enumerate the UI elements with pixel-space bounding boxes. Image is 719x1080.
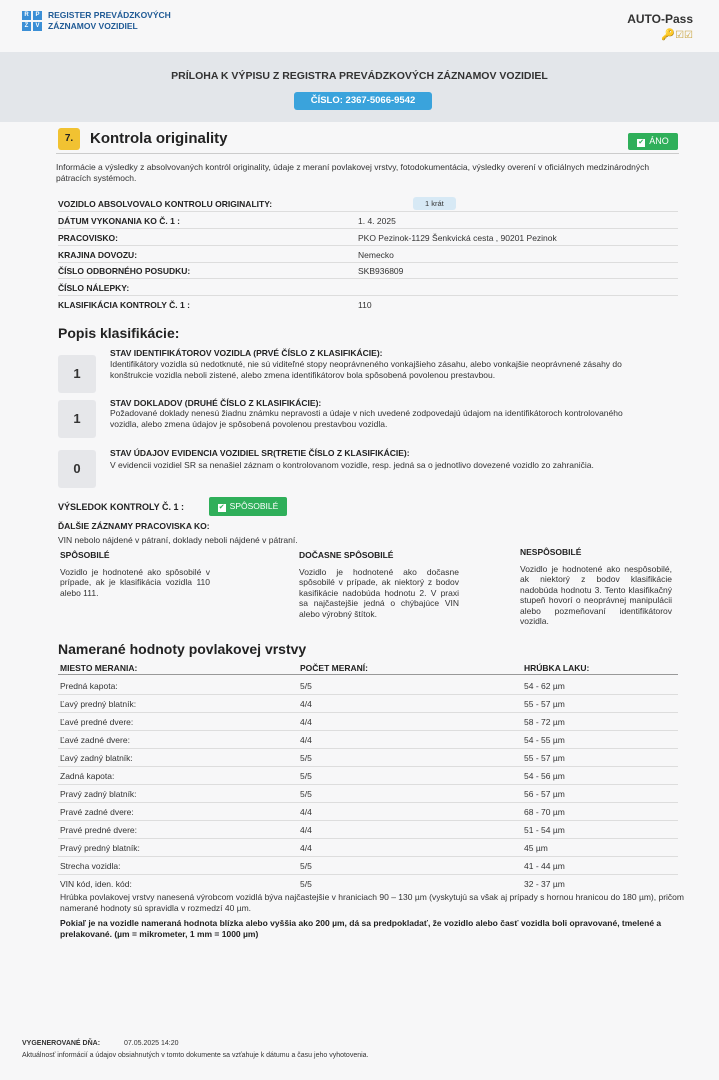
measure-location: Pravé predné dvere: [60, 825, 138, 835]
table-row [58, 839, 678, 857]
table-row [58, 749, 678, 767]
table-row [58, 731, 678, 749]
logo-letter: V [33, 22, 42, 31]
measure-location: Predná kapota: [60, 681, 118, 691]
records-label: ĎALŠIE ZÁZNAMY PRACOVISKA KO: [58, 521, 210, 531]
field-row-classification [58, 297, 678, 313]
paint-thickness: 54 - 56 µm [524, 771, 565, 781]
table-row [58, 875, 678, 893]
classification-value: 1 [58, 400, 96, 438]
measure-count: 5/5 [300, 771, 312, 781]
field-label: VOZIDLO ABSOLVOVALO KONTROLU ORIGINALITY: [58, 199, 273, 209]
measurement-warning: Pokiaľ je na vozidle nameraná hodnota blízka alebo vyššia ako 200 µm, dá sa predpokladať, že vozidlo alebo časť vozidla boli opravované, tmelené a prelakované. (µm = mikrometer, 1 mm = 1000 µm) [60, 918, 662, 939]
generated-label: VYGENEROVANÉ DŇA: [22, 1040, 101, 1047]
field-row-date [58, 213, 678, 229]
classification-value: 0 [58, 450, 96, 488]
classification-item-text: Požadované doklady nenesú žiadnu známku nepravosti a údaje v nich uvedené zodpovedajú údajom na identifikátoroch kontrolovaného vozidla, alebo zmena údajov je spôsobená povolenou prestavbou vozidla. [110, 408, 623, 429]
measure-count: 5/5 [300, 879, 312, 889]
status-badge-ano [628, 133, 678, 150]
legend-text: Vozidlo je hodnotené ako dočasne spôsobilé v prípade, ak niektorý z bodov kasifikácie nadobúda hodnotu 2. V praxi sa najčastejšie jedná o chýbajúce VIN alebo výrobný štítok. [299, 566, 459, 619]
field-row-expert-report [58, 263, 678, 279]
classification-heading: Popis klasifikácie: [58, 325, 180, 341]
measurements-heading: Namerané hodnoty povlakovej vrstvy [58, 641, 307, 657]
legend-capable [60, 550, 210, 598]
table-row [58, 857, 678, 875]
rpzv-logo [22, 10, 171, 32]
classification-item-text: Identifikátory vozidla sú nedotknuté, nie sú viditeľné stopy neoprávneného vonkajšieho zásahu, alebo vonkajšie neoprávnené zásahy do konštrukcie vozidla neboli zistené, alebo zmena identifikátorov bola spôsobená povolenou prestavbou. [110, 359, 622, 380]
paint-thickness: 54 - 55 µm [524, 735, 565, 745]
measure-location: Pravé zadné dvere: [60, 807, 134, 817]
legend-text: Vozidlo je hodnotené ako nespôsobilé, ak niektorý z bodov klasifikácie nadobúda hodnotu 3. Tento klasifikačný stupeň hovorí o neoprávnej manipulácii alebo pozmeňovaní identifikátorov vozidla. [520, 563, 672, 626]
field-value: PKO Pezinok-1129 Šenkvická cesta , 90201 Pezinok [358, 233, 557, 243]
section-intro: Informácie a výsledky z absolvovaných kontról originality, údaje z meraní povlakovej vrstvy, fotodokumentácia, výsledky overení v oficiálnych medzinárodných pátracích systémoch. [56, 162, 650, 183]
measure-location: VIN kód, iden. kód: [60, 879, 132, 889]
car-key-icon: 🔑☑☑ [661, 29, 693, 41]
measure-count: 4/4 [300, 807, 312, 817]
measure-location: Zadná kapota: [60, 771, 115, 781]
field-label: ČÍSLO NÁLEPKY: [58, 283, 130, 293]
field-label: KRAJINA DOVOZU: [58, 250, 138, 260]
measure-count: 5/5 [300, 681, 312, 691]
result-badge [209, 497, 287, 516]
field-row-import-country [58, 247, 678, 263]
measure-location: Strecha vozidla: [60, 861, 121, 871]
measure-count: 5/5 [300, 753, 312, 763]
logo-letter: R [22, 11, 31, 20]
field-value: SKB936809 [358, 266, 404, 276]
legend-title: DOČASNE SPÔSOBILÉ [299, 550, 394, 560]
logo-mark-icon [22, 11, 42, 31]
field-row-sticker [58, 280, 678, 296]
classification-item-heading: STAV DOKLADOV (DRUHÉ ČÍSLO Z KLASIFIKÁCIE): [110, 398, 322, 408]
result-label: VÝSLEDOK KONTROLY Č. 1 : [58, 502, 185, 512]
measure-location: Pravý zadný blatník: [60, 789, 137, 799]
paint-thickness: 32 - 37 µm [524, 879, 565, 889]
logo-line-2: ZÁZNAMOV VOZIDIEL [48, 21, 138, 31]
classification-item-heading: STAV IDENTIFIKÁTOROV VOZIDLA (PRVÉ ČÍSLO Z KLASIFIKÁCIE): [110, 348, 383, 358]
table-row [58, 713, 678, 731]
measure-location: Pravý predný blatník: [60, 843, 140, 853]
paint-thickness: 45 µm [524, 843, 548, 853]
classification-item-heading: STAV ÚDAJOV EVIDENCIA VOZIDIEL SR(TRETIE ČÍSLO Z KLASIFIKÁCIE): [110, 448, 410, 458]
measurements-table-header [58, 661, 678, 675]
measurement-note: Hrúbka povlakovej vrstvy nanesená výrobcom vozidlá býva najčastejšie v hraniciach 90 – 130 µm (vyskytujú sa však aj prípady s hornou hranicou do 180 µm), pričom namerané hodnoty sú spravidla v rozmedzí 40 µm. [60, 892, 684, 913]
document-title: PRÍLOHA K VÝPISU Z REGISTRA PREVÁDZKOVÝCH ZÁZNAMOV VOZIDIEL [171, 70, 548, 82]
logo-text [48, 10, 171, 32]
paint-thickness: 58 - 72 µm [524, 717, 565, 727]
checkbox-icon: ✔ [638, 139, 645, 146]
classification-value: 1 [58, 355, 96, 393]
legend-text: Vozidlo je hodnotené ako spôsobilé v prípade, ak je klasifikácia vozidla 110 alebo 111. [60, 566, 210, 598]
field-row-workplace [58, 230, 678, 246]
measure-count: 4/4 [300, 735, 312, 745]
paint-thickness: 41 - 44 µm [524, 861, 565, 871]
measure-location: Ľavý zadný blatník: [60, 753, 133, 763]
section-divider [56, 153, 679, 154]
measure-count: 4/4 [300, 843, 312, 853]
logo-letter: P [33, 11, 42, 20]
logo-line-1: REGISTER PREVÁDZKOVÝCH [48, 10, 171, 20]
field-label: KLASIFIKÁCIA KONTROLY Č. 1 : [58, 300, 190, 310]
table-row [58, 785, 678, 803]
paint-thickness: 54 - 62 µm [524, 681, 565, 691]
measure-count: 4/4 [300, 699, 312, 709]
column-header: HRÚBKA LAKU: [524, 663, 590, 673]
field-value: Nemecko [358, 250, 394, 260]
document-number-badge: ČÍSLO: 2367-5066-9542 [294, 92, 432, 110]
measure-location: Ľavé zadné dvere: [60, 735, 130, 745]
paint-thickness: 51 - 54 µm [524, 825, 565, 835]
column-header: MIESTO MERANIA: [60, 663, 138, 673]
table-row [58, 767, 678, 785]
checkbox-icon: ✔ [218, 504, 225, 511]
measure-count: 5/5 [300, 789, 312, 799]
field-row-inspections [58, 196, 678, 212]
section-title: Kontrola originality [90, 130, 228, 147]
table-row [58, 695, 678, 713]
result-badge-label: SPÔSOBILÉ [229, 501, 279, 511]
legend-incapable [520, 547, 672, 627]
paint-thickness: 68 - 70 µm [524, 807, 565, 817]
footer-note: Aktuálnosť informácií a údajov obsiahnutých v tomto dokumente sa vzťahuje k dátumu a času jeho vyhotovenia. [22, 1052, 369, 1059]
field-label: PRACOVISKO: [58, 233, 118, 243]
section-number: 7. [58, 128, 80, 150]
measure-location: Ľavý predný blatník: [60, 699, 137, 709]
title-band [0, 52, 719, 122]
table-row [58, 821, 678, 839]
paint-thickness: 55 - 57 µm [524, 753, 565, 763]
paint-thickness: 55 - 57 µm [524, 699, 565, 709]
field-value: 110 [358, 300, 372, 310]
table-row [58, 677, 678, 695]
table-row [58, 803, 678, 821]
classification-item-text: V evidencii vozidiel SR sa nenašiel záznam o kontrolovanom vozidle, resp. jedná sa o jednotlivo dovezené vozidlo zo zahraničia. [110, 460, 594, 470]
generated-value: 07.05.2025 14:20 [124, 1040, 179, 1047]
paint-thickness: 56 - 57 µm [524, 789, 565, 799]
records-text: VIN nebolo nájdené v pátraní, doklady neboli nájdené v pátraní. [58, 535, 298, 545]
column-header: POČET MERANÍ: [300, 663, 368, 673]
measure-count: 4/4 [300, 825, 312, 835]
field-value: 1. 4. 2025 [358, 216, 396, 226]
field-label: ČÍSLO ODBORNÉHO POSUDKU: [58, 266, 191, 276]
field-label: DÁTUM VYKONANIA KO Č. 1 : [58, 216, 180, 226]
legend-title: SPÔSOBILÉ [60, 550, 110, 560]
auto-pass-brand [627, 12, 693, 41]
measure-count: 4/4 [300, 717, 312, 727]
legend-temporarily-capable [299, 550, 459, 619]
status-badge-label: ÁNO [649, 136, 669, 146]
measure-location: Ľavé predné dvere: [60, 717, 134, 727]
generated-info [22, 1040, 179, 1047]
logo-letter: Z [22, 22, 31, 31]
inspection-count-pill: 1 krát [413, 197, 456, 210]
brand-name: AUTO-Pass [627, 12, 693, 26]
legend-title: NESPÔSOBILÉ [520, 547, 582, 557]
measure-count: 5/5 [300, 861, 312, 871]
